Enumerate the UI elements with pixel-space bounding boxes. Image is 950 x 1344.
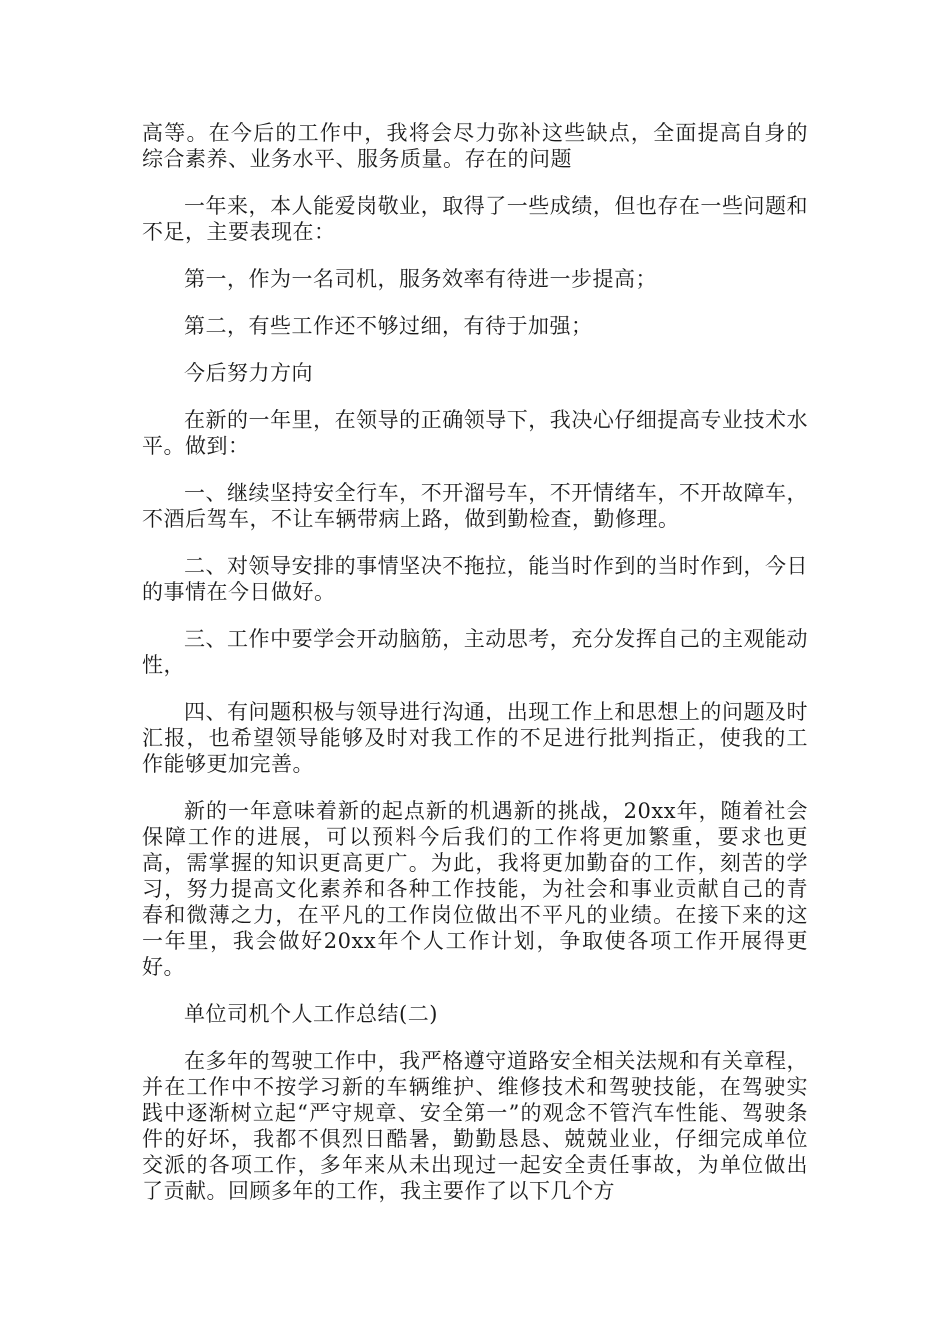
paragraph: 在新的一年里，在领导的正确领导下，我决心仔细提高专业技术水平。做到： [142, 408, 808, 458]
paragraph: 第一，作为一名司机，服务效率有待进一步提高； [184, 267, 657, 291]
section-heading: 今后努力方向 [184, 361, 313, 385]
paragraph: 四、有问题积极与领导进行沟通，出现工作上和思想上的问题及时汇报，也希望领导能够及时对我工作的不足进行批判指正，使我的工作能够更加完善。 [142, 700, 808, 776]
paragraph: 一年来，本人能爱岗敬业，取得了一些成绩，但也存在一些问题和不足，主要表现在： [142, 194, 808, 244]
paragraph: 二、对领导安排的事情坚决不拖拉，能当时作到的当时作到，今日的事情在今日做好。 [142, 554, 808, 604]
paragraph: 在多年的驾驶工作中，我严格遵守道路安全相关法规和有关章程，并在工作中不按学习新的车辆维护、维修技术和驾驶技能，在驾驶实践中逐渐树立起“严守规章、安全第一”的观念不管汽车性能、驾驶条件的好坏，我都不俱烈日酷暑，勤勤恳恳、兢兢业业，仔细完成单位交派的各项工作，多年来从未出现过一起安全责任事故，为单位做出了贡献。回顾多年的工作，我主要作了以下几个方 [142, 1049, 808, 1203]
paragraph: 三、工作中要学会开动脑筋，主动思考，充分发挥自己的主观能动性， [142, 627, 808, 677]
paragraph: 高等。在今后的工作中，我将会尽力弥补这些缺点，全面提高自身的综合素养、业务水平、服务质量。存在的问题 [142, 121, 808, 171]
paragraph: 第二，有些工作还不够过细，有待于加强； [184, 314, 593, 338]
document-body [142, 120, 808, 1225]
section-heading: 单位司机个人工作总结(二) [184, 1002, 438, 1026]
paragraph: 新的一年意味着新的起点新的机遇新的挑战，20xx年，随着社会保障工作的进展，可以预料今后我们的工作将更加繁重，要求也更高，需掌握的知识更高更广。为此，我将更加勤奋的工作，刻苦的学习，努力提高文化素养和各种工作技能，为社会和事业贡献自己的青春和微薄之力，在平凡的工作岗位做出不平凡的业绩。在接下来的这一年里，我会做好20xx年个人工作计划，争取使各项工作开展得更好。 [142, 799, 808, 979]
paragraph: 一、继续坚持安全行车，不开溜号车，不开情绪车，不开故障车，不酒后驾车，不让车辆带病上路，做到勤检查，勤修理。 [142, 481, 808, 531]
